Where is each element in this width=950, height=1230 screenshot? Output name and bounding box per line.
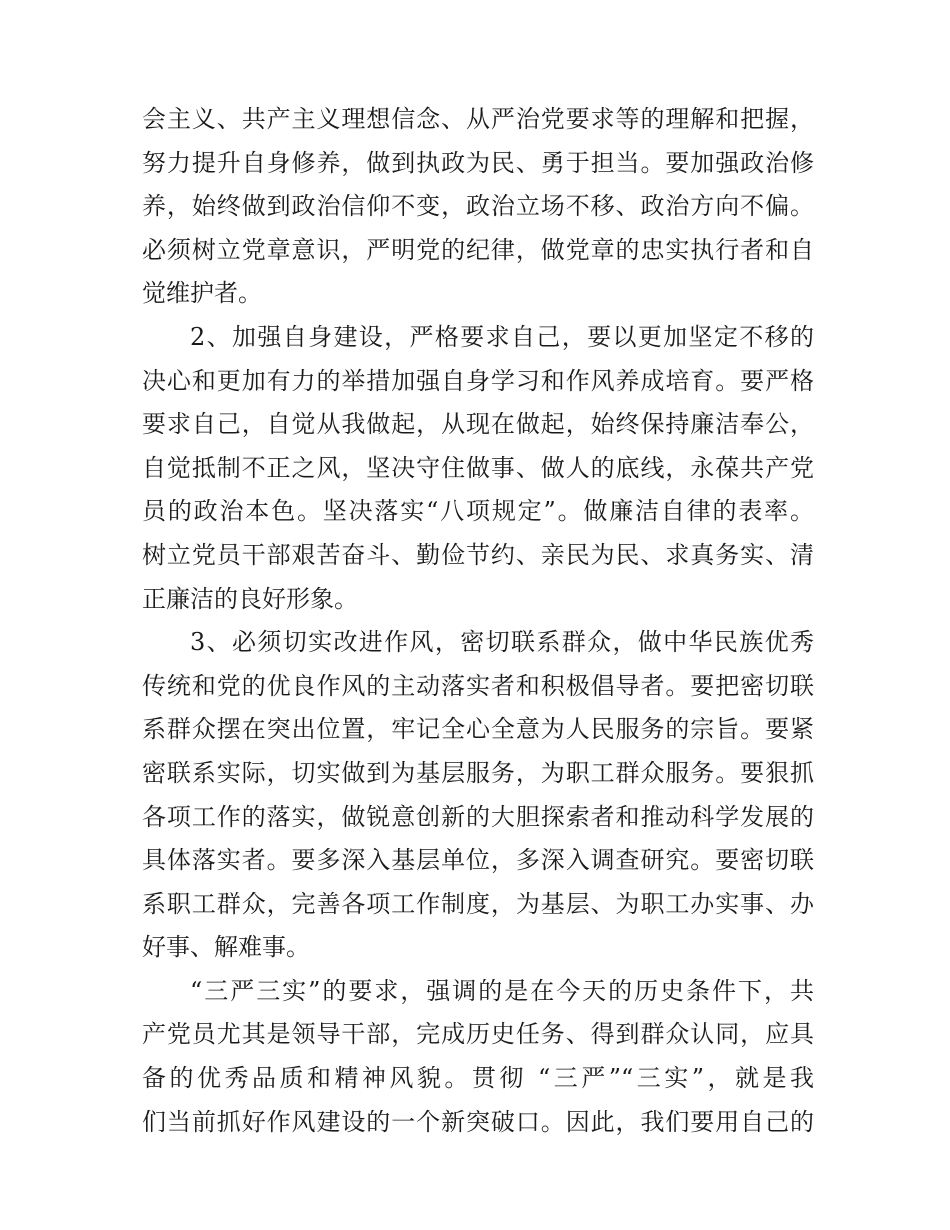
text-line: 3、必须切实改进作风，密切联系群众，做中华民族优秀	[190, 628, 814, 657]
paragraph	[142, 316, 814, 621]
text-line: 们当前抓好作风建设的一个新突破口。因此，我们要用自己的	[142, 1107, 814, 1136]
text-line: 好事、解难事。	[142, 933, 310, 962]
text-line: 必须树立党章意识，严明党的纪律，做党章的忠实执行者和自	[142, 235, 814, 264]
text-line: 各项工作的落实，做锐意创新的大胆探索者和推动科学发展的	[142, 802, 814, 831]
text-line: “三严三实”的要求，强调的是在今天的历史条件下，共	[190, 976, 814, 1005]
text-line: 产党员尤其是领导干部，完成历史任务、得到群众认同，应具	[142, 1020, 814, 1049]
text-line: 备的优秀品质和精神风貌。贯彻 “三严”“三实”，就是我	[142, 1064, 814, 1093]
text-line: 正廉洁的良好形象。	[142, 584, 358, 613]
text-line: 员的政治本色。坚决落实“八项规定”。做廉洁自律的表率。	[142, 497, 814, 526]
paragraph	[142, 98, 814, 316]
paragraph	[142, 970, 814, 1144]
text-line: 决心和更加有力的举措加强自身学习和作风养成培育。要严格	[142, 366, 814, 395]
paragraph	[142, 621, 814, 970]
text-line: 系群众摆在突出位置，牢记全心全意为人民服务的宗旨。要紧	[142, 715, 814, 744]
text-line: 具体落实者。要多深入基层单位，多深入调查研究。要密切联	[142, 846, 814, 875]
text-line: 2、加强自身建设，严格要求自己，要以更加坚定不移的	[190, 322, 814, 351]
text-line: 努力提升自身修养，做到执政为民、勇于担当。要加强政治修	[142, 148, 814, 177]
text-line: 密联系实际，切实做到为基层服务，为职工群众服务。要狠抓	[142, 758, 814, 787]
document-body	[142, 98, 814, 1144]
text-line: 自觉抵制不正之风，坚决守住做事、做人的底线，永葆共产党	[142, 453, 814, 482]
text-line: 要求自己，自觉从我做起，从现在做起，始终保持廉洁奉公，	[142, 410, 814, 439]
text-line: 树立党员干部艰苦奋斗、勤俭节约、亲民为民、求真务实、清	[142, 540, 814, 569]
text-line: 养，始终做到政治信仰不变，政治立场不移、政治方向不偏。	[142, 192, 814, 221]
text-line: 觉维护者。	[142, 279, 262, 308]
text-line: 系职工群众，完善各项工作制度，为基层、为职工办实事、办	[142, 889, 814, 918]
text-line: 传统和党的优良作风的主动落实者和积极倡导者。要把密切联	[142, 671, 814, 700]
text-line: 会主义、共产主义理想信念、从严治党要求等的理解和把握，	[142, 105, 814, 133]
